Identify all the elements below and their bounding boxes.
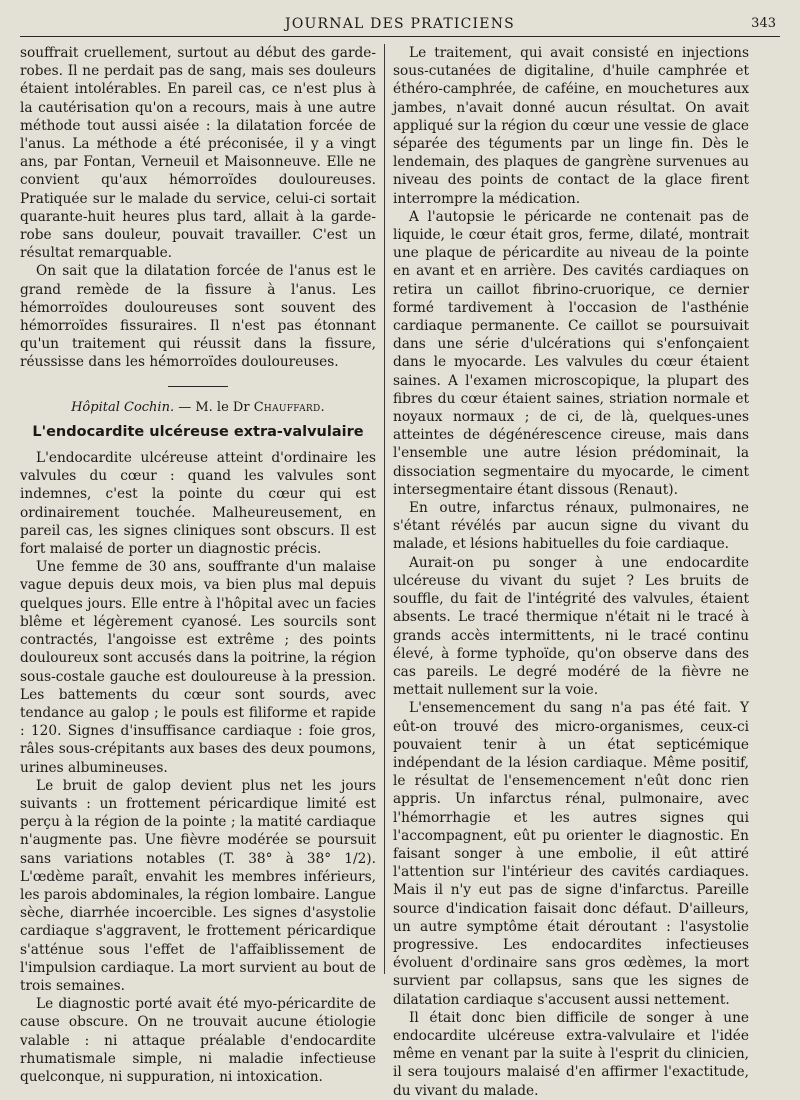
paragraph: On sait que la dilatation forcée de l'anus est le grand remède de la fissure à l'anus. Les hémorroïdes douloureuses sont souvent des hémorroïdes fissuraires. Il n'est pas étonnant qu'un traitement qui réussit dans la fissure, réussisse dans les hémorroïdes douloureuses.	[20, 263, 376, 371]
paragraph: L'ensemencement du sang n'a pas été fait. Y eût-on trouvé des micro-organismes, ceux-ci pouvaient tenir à un état septicémique indépendant de la lésion cardiaque. Même positif, le résultat de l'ensemencement n'eût donc rien appris. Un infarctus rénal, pulmonaire, avec l'hémorrhagie et les autres signes qui l'accompagnent, eût pu orienter le diagnostic. En faisant songer à une embolie, il eût attiré l'attention sur l'intérieur des cavités cardiaques. Mais il n'y eut pas de signe d'infarctus. Pareille source d'indication faisait donc défaut. D'ailleurs, un autre symptôme était déroutant : l'asystolie progressive. Les endocardites infectieuses évoluent d'ordinaire sans gros œdèmes, la mort survient par collapsus, sans que les signes de dilatation cardiaque s'accusent aussi nettement.	[393, 700, 749, 1008]
article-title: L'endocardite ulcéreuse extra-valvulaire	[32, 423, 364, 440]
byline-doctor: Chauffard.	[253, 399, 325, 415]
paragraph: Il était donc bien difficile de songer à une endocardite ulcéreuse extra-valvulaire et l'idée même en venant par la suite à l'esprit du clinicien, il sera toujours malaisé d'en affirmer l'exactitude, du vivant du malade.	[393, 1009, 749, 1099]
left-column	[20, 44, 376, 1085]
paragraph: Le bruit de galop devient plus net les jours suivants : un frottement péricardique limité est perçu à la région de la pointe ; la matité cardiaque n'augmente pas. Une fièvre modérée se poursuit sans variations notables (T. 38° à 38° 1/2). L'œdème paraît, envahit les membres inférieurs, les parois abdominales, la région lombaire. Langue sèche, diarrhée incoercible. Les signes d'asystolie cardiaque s'aggravent, le frottement péricardique s'atténue sous l'effet de l'affaiblissement de l'impulsion cardiaque. La mort survient au bout de trois semaines.	[20, 777, 376, 994]
page-header	[20, 10, 780, 37]
right-column	[393, 44, 749, 1099]
paragraph: A l'autopsie le péricarde ne contenait pas de liquide, le cœur était gros, ferme, dilaté, montrait une plaque de péricardite au niveau de la pointe en avant et en arrière. Des cavités cardiaques on retira un caillot fibrino-cruorique, ce dernier formé tardivement à l'occasion de l'asthénie cardiaque permanente. Ce caillot se poursuivait dans une série d'ulcérations qui s'enfonçaient dans le myocarde. Les valvules du cœur étaient saines. A l'examen microscopique, la plupart des fibres du cœur étaient saines, striation normale et noyaux normaux ; de ci, de là, quelques-unes atteintes de dégénérescence cireuse, mais dans l'ensemble une autre lésion prédominait, la dissociation segmentaire du myocarde, le ciment intersegmentaire étant dissous (Renaut).	[393, 208, 749, 498]
paragraph: Le diagnostic porté avait été myo-péricardite de cause obscure. On ne trouvait aucune étiologie valable : ni attaque préalable d'endocardite rhumatismale simple, ni maladie infectieuse quelconque, ni suppuration, ni intoxication.	[20, 996, 376, 1085]
paragraph: Aurait-on pu songer à une endocardite ulcéreuse du vivant du sujet ? Les bruits de souffle, du fait de l'intégrité des valvules, étaient absents. Le tracé thermique n'était ni le tracé à grands accès intermittents, ni le tracé continu élevé, à forme typhoïde, qu'on observe dans des cas pareils. Le degré modéré de la fièvre ne mettait nullement sur la voie.	[393, 554, 749, 699]
journal-title: JOURNAL DES PRATICIENS	[285, 16, 515, 32]
paragraph: Le traitement, qui avait consisté en injections sous-cutanées de digitaline, d'huile camphrée et éthéro-camphrée, de caféine, en mouchetures aux jambes, n'avait donné aucun résultat. On avait appliqué sur la région du cœur une vessie de glace séparée des téguments par un linge fin. Dès le lendemain, des plaques de gangrène survenues au niveau des points de contact de la glace firent interrompre la médication.	[393, 45, 749, 207]
section-separator	[168, 386, 228, 387]
column-divider	[384, 44, 385, 974]
page-number: 343	[751, 16, 776, 31]
article-byline	[20, 399, 376, 417]
paragraph: En outre, infarctus rénaux, pulmonaires, ne s'étant révélés par aucun signe du vivant du malade, et lésions habituelles du foie cardiaque.	[393, 500, 749, 553]
byline-separator: — M. le Dr	[174, 399, 254, 415]
byline-hospital: Hôpital Cochin.	[71, 399, 175, 415]
paragraph: L'endocardite ulcéreuse atteint d'ordinaire les valvules du cœur : quand les valvules sont indemnes, c'est la pointe du cœur qui est ordinairement touchée. Malheureusement, en pareil cas, les signes cliniques sont obscurs. Il est fort malaisé de porter un diagnostic précis.	[20, 450, 376, 558]
paragraph: souffrait cruellement, surtout au début des garde-robes. Il ne perdait pas de sang, mais ses douleurs étaient intolérables. En pareil cas, ce n'est plus à la cautérisation qu'on a recours, mais à une autre méthode tout aussi aisée : la dilatation forcée de l'anus. La méthode a été préconisée, il y a vingt ans, par Fontan, Verneuil et Maisonneuve. Elle ne convient qu'aux hémorroïdes douloureuses. Pratiquée sur le malade du service, celui-ci sortait quarante-huit heures plus tard, allait à la garde-robe sans douleur, pouvait travailler. C'est un résultat remarquable.	[20, 45, 376, 262]
paragraph: Une femme de 30 ans, souffrante d'un malaise vague depuis deux mois, va bien plus mal depuis quelques jours. Elle entre à l'hôpital avec un facies blême et légèrement cyanosé. Les sourcils sont contractés, l'angoisse est extrême ; des points douloureux sont accusés dans la poitrine, la région sous-costale gauche est douloureuse à la pression. Les battements du cœur sont sourds, avec tendance au galop ; le pouls est filiforme et rapide : 120. Signes d'insuffisance cardiaque : foie gros, râles sous-crépitants aux bases des deux poumons, urines albumineuses.	[20, 559, 376, 776]
